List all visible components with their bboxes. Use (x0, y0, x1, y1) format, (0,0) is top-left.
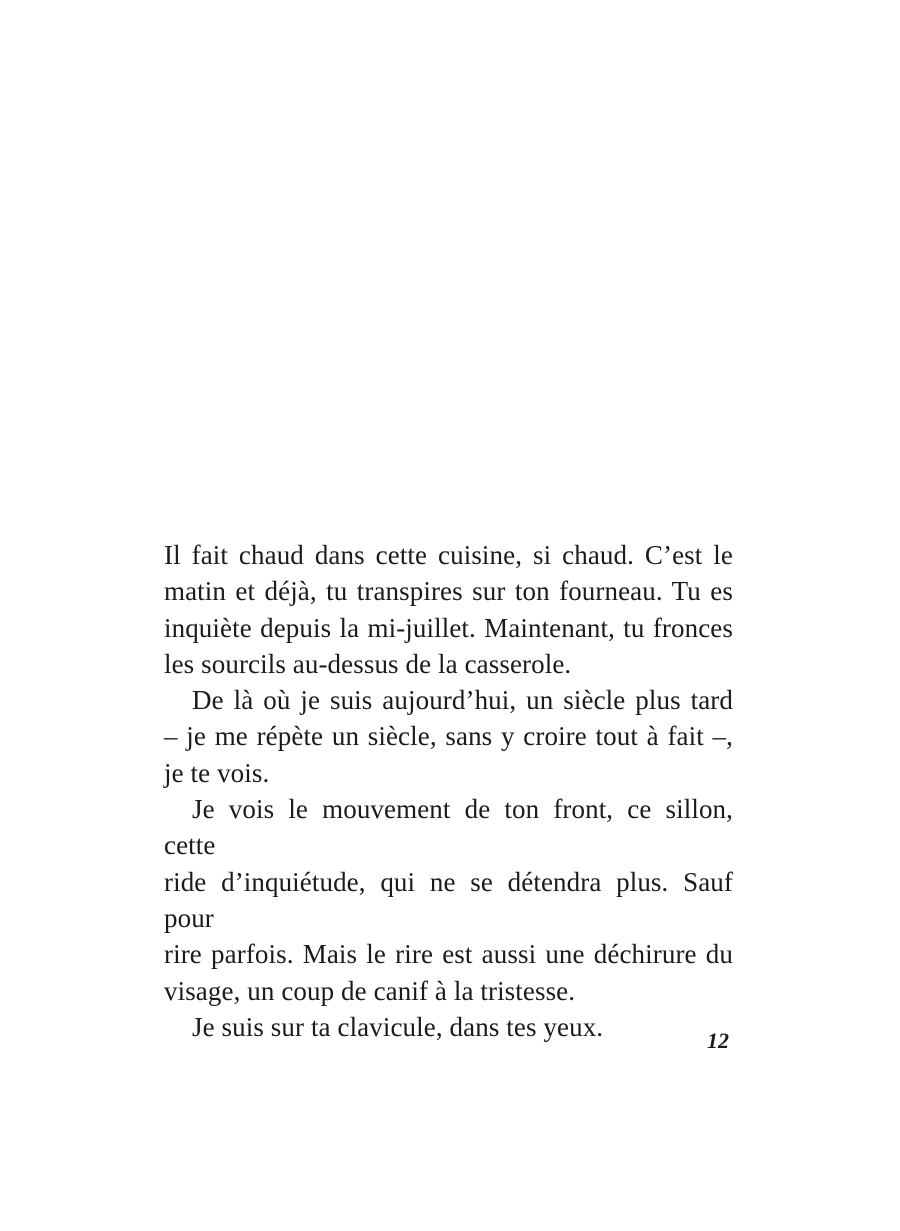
paragraph (164, 791, 733, 1009)
text-line: Je suis sur ta clavicule, dans tes yeux. (192, 1011, 604, 1042)
text-line: visage, un coup de canif à la tristesse. (164, 975, 576, 1006)
text-line: – je me répète un siècle, sans y croire tout à fait –, (164, 721, 733, 752)
text-line: les sourcils au-dessus de la casserole. (164, 648, 572, 679)
page-number: 12 (707, 1028, 729, 1053)
text-line: matin et déjà, tu transpires sur ton fourneau. Tu es (164, 576, 733, 607)
body-text (164, 537, 733, 1045)
text-line: De là où je suis aujourd’hui, un siècle plus tard (192, 685, 733, 716)
text-line: Il fait chaud dans cette cuisine, si chaud. C’est le (164, 540, 733, 570)
text-line: inquiète depuis la mi-juillet. Maintenant, tu fronces (164, 612, 733, 643)
text-line: rire parfois. Mais le rire est aussi une déchirure du (164, 939, 733, 970)
text-line: Je vois le mouvement de ton front, ce sillon, cette (164, 794, 733, 861)
paragraph (164, 537, 733, 682)
text-line: je te vois. (164, 757, 270, 788)
text-line: ride d’inquiétude, qui ne se détendra plus. Sauf pour (164, 866, 733, 933)
paragraph (164, 682, 733, 791)
